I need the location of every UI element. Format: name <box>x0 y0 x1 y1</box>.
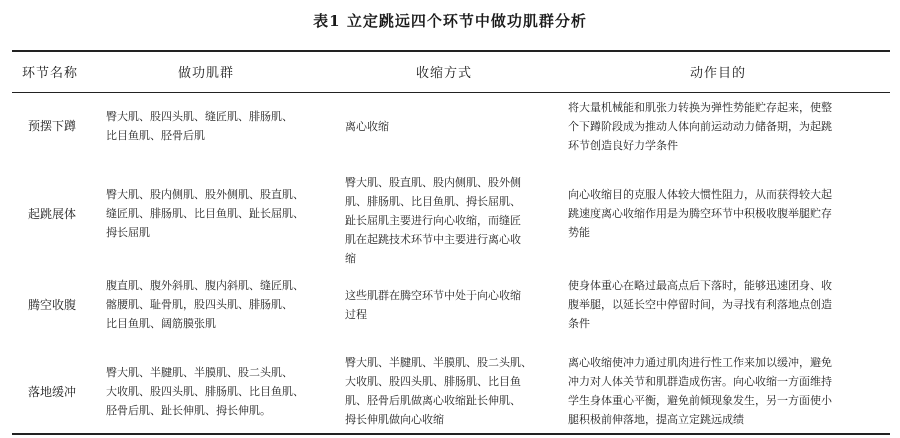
table-bottom-rule <box>12 433 890 435</box>
table-title: 表1 立定跳远四个环节中做功肌群分析 <box>313 12 587 30</box>
row-1-muscles-line: 比目鱼肌、胫骨后肌 <box>106 129 205 142</box>
row-1-muscles-line: 臀大肌、股四头肌、缝匠肌、腓肠肌、 <box>106 110 293 123</box>
header-contraction: 收缩方式 <box>416 66 473 81</box>
row-2-muscles-line: 缝匠肌、腓肠肌、比目鱼肌、趾长屈肌、 <box>106 207 304 220</box>
row-3-purpose-line: 使身体重心在略过最高点后下落时，能够迅速团身、收 <box>568 279 832 292</box>
header-stage: 环节名称 <box>22 66 79 81</box>
row-2-contraction-line: 肌、腓肠肌、比目鱼肌、拇长屈肌、 <box>345 195 521 208</box>
row-1-purpose-line: 个下蹲阶段成为推动人体向前运动动力储备期，为起跳 <box>568 120 832 133</box>
row-4-purpose-line: 冲力对人体关节和肌群造成伤害。向心收缩一方面维持 <box>568 375 832 388</box>
row-3-purpose <box>568 276 832 333</box>
row-1-purpose <box>568 98 832 155</box>
row-4-purpose-line: 腿积极前伸落地，提高立定跳远成绩 <box>568 413 744 426</box>
row-4-contraction <box>345 353 532 429</box>
row-4-stage: 落地缓冲 <box>27 385 76 399</box>
header-purpose: 动作目的 <box>690 66 747 81</box>
row-3-contraction-line: 过程 <box>345 308 367 321</box>
row-2-contraction-line: 肌在起跳技术环节中主要进行离心收 <box>345 233 521 246</box>
row-3-purpose-line: 腹举腿，以延长空中停留时间，为寻找有利落地点创造 <box>568 298 832 311</box>
row-4-muscles <box>106 363 304 420</box>
row-4-purpose-line: 离心收缩使冲力通过肌肉进行性工作来加以缓冲，避免 <box>568 356 832 369</box>
row-4-contraction-line: 肌、胫骨后肌做离心收缩趾长伸肌、 <box>345 394 521 407</box>
row-1-stage: 预摆下蹲 <box>27 119 76 133</box>
row-1-contraction <box>345 117 389 136</box>
row-4-muscles-line: 大收肌、股四头肌、腓肠肌、比目鱼肌、 <box>106 385 304 398</box>
header-muscles: 做功肌群 <box>178 66 235 81</box>
row-4-muscles-line: 胫骨后肌、趾长伸肌、拇长伸肌。 <box>106 404 271 417</box>
row-1-contraction-line: 离心收缩 <box>345 120 389 133</box>
table-header-rule <box>12 92 890 93</box>
row-4-contraction-line: 拇长伸肌做向心收缩 <box>345 413 444 426</box>
row-4-purpose-line: 学生身体重心平衡，避免前倾现象发生，另一方面使小 <box>568 394 832 407</box>
row-3-contraction-line: 这些肌群在腾空环节中处于向心收缩 <box>345 289 521 302</box>
row-2-purpose <box>568 185 832 242</box>
row-2-stage: 起跳展体 <box>27 207 76 221</box>
row-2-contraction-line: 缩 <box>345 252 356 265</box>
row-1-purpose-line: 将大量机械能和肌张力转换为弹性势能贮存起来，使整 <box>568 101 832 114</box>
row-2-purpose-line: 跳速度离心收缩作用是为腾空环节中积极收腹举腿贮存 <box>568 207 832 220</box>
row-2-muscles-line: 臀大肌、股内侧肌、股外侧肌、股直肌、 <box>106 188 304 201</box>
row-4-contraction-line: 大收肌、股四头肌、腓肠肌、比目鱼 <box>345 375 521 388</box>
row-3-muscles-line: 髂腰肌、耻骨肌，股四头肌、腓肠肌、 <box>106 298 293 311</box>
row-3-muscles-line: 腹直肌、腹外斜肌、腹内斜肌、缝匠肌、 <box>106 279 304 292</box>
row-1-muscles <box>106 107 293 145</box>
table-top-rule <box>12 50 890 52</box>
row-3-purpose-line: 条件 <box>568 317 590 330</box>
row-2-contraction-line: 趾长屈肌主要进行向心收缩，而缝匠 <box>345 214 521 227</box>
row-1-purpose-line: 环节创造良好力学条件 <box>568 139 678 152</box>
row-3-contraction <box>345 286 521 324</box>
row-3-muscles <box>106 276 304 333</box>
row-2-purpose-line: 向心收缩目的克服人体较大惯性阻力，从而获得较大起 <box>568 188 832 201</box>
row-2-contraction <box>345 173 521 268</box>
row-4-purpose <box>568 353 832 429</box>
row-4-muscles-line: 臀大肌、半腱肌、半膜肌、股二头肌、 <box>106 366 293 379</box>
row-2-purpose-line: 势能 <box>568 226 590 239</box>
row-3-stage: 腾空收腹 <box>27 298 76 312</box>
row-3-muscles-line: 比目鱼肌、阔筋膜张肌 <box>106 317 216 330</box>
row-2-muscles <box>106 185 304 242</box>
row-2-muscles-line: 拇长屈肌 <box>106 226 150 239</box>
row-4-contraction-line: 臀大肌、半腱肌、半膜肌、股二头肌、 <box>345 356 532 369</box>
row-2-contraction-line: 臀大肌、股直肌、股内侧肌、股外侧 <box>345 176 521 189</box>
